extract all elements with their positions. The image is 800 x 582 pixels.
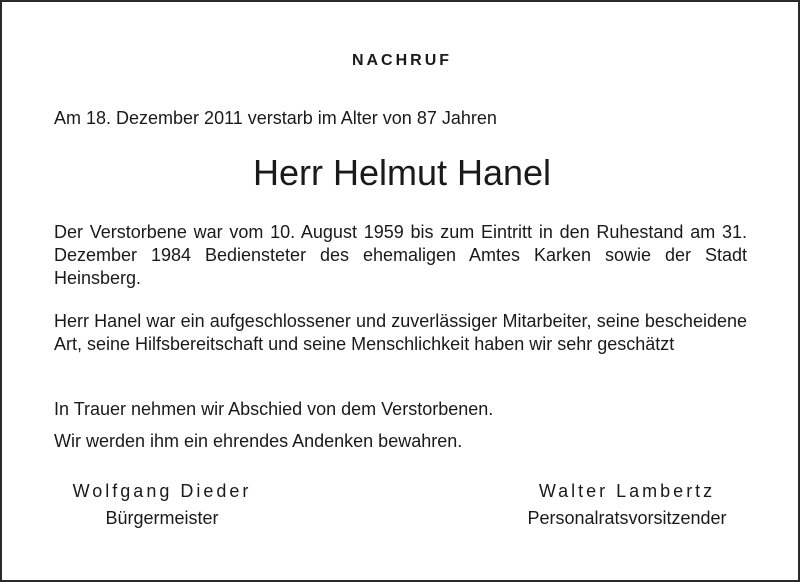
tribute-paragraph: Herr Hanel war ein aufgeschlossener und zuverlässiger Mitarbeiter, seine bescheidene Art, seine Hilfsbereitschaft und seine Menschlichkeit haben wir sehr geschätzt xyxy=(54,311,747,354)
service-paragraph: Der Verstorbene war vom 10. August 1959 bis zum Eintritt in den Ruhestand am 31. Dezember 1984 Bediensteter des ehemaligen Amtes Karken sowie der Stadt Heinsberg. xyxy=(54,222,747,288)
remembrance-paragraph: Wir werden ihm ein ehrendes Andenken bewahren. xyxy=(54,431,463,451)
signatory-title: Bürgermeister xyxy=(105,508,219,528)
signature-left xyxy=(54,481,270,529)
intro-line: Am 18. Dezember 2011 verstarb im Alter von 87 Jahren xyxy=(54,108,497,128)
signatory-name: Wolfgang Dieder xyxy=(72,481,252,501)
signature-right xyxy=(502,481,752,529)
signatory-name: Walter Lambertz xyxy=(538,481,716,501)
signatory-title: Personalratsvorsitzender xyxy=(527,508,727,528)
mourning-paragraph: In Trauer nehmen wir Abschied von dem Verstorbenen. xyxy=(54,399,494,419)
notice-heading: NACHRUF xyxy=(351,52,453,69)
deceased-name: Herr Helmut Hanel xyxy=(252,152,552,193)
